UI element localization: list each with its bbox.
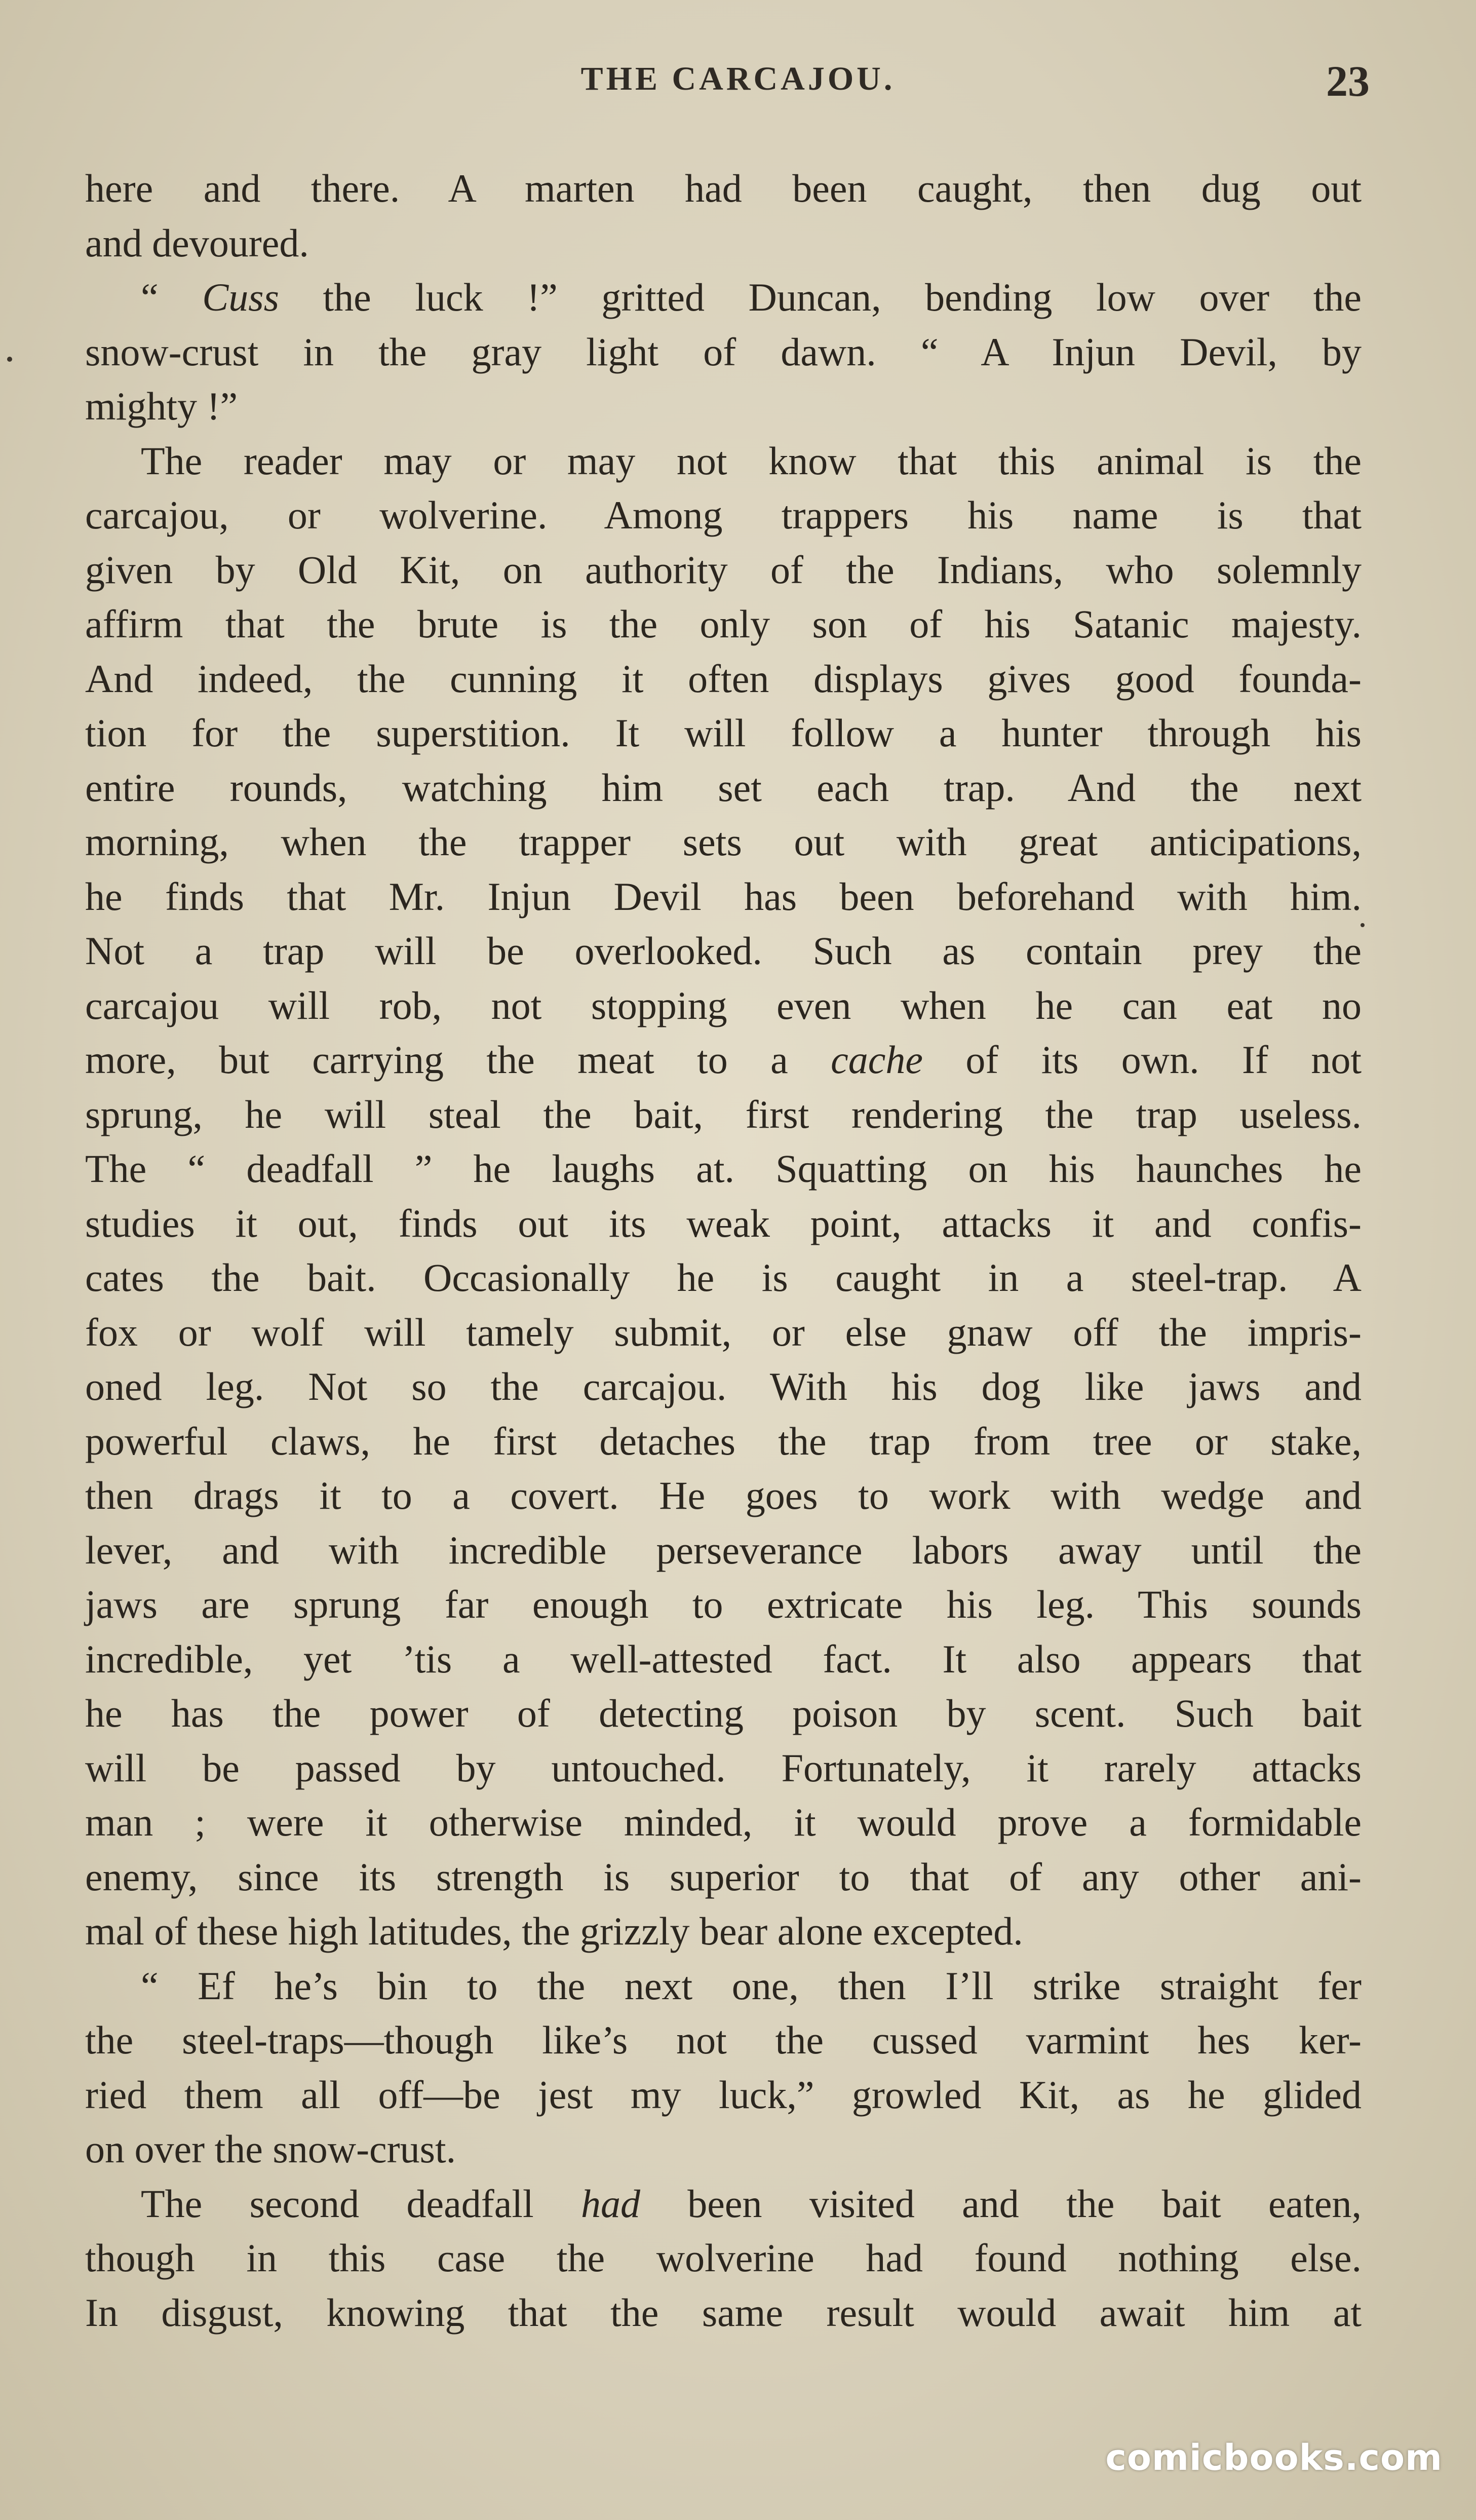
text-line: entire rounds, watching him set each trap. And the next <box>85 765 1362 810</box>
text-line: more, but carrying the meat to a cache of its own. If not <box>85 1038 1362 1082</box>
text-line: mighty !” <box>85 384 238 428</box>
text-line: jaws are sprung far enough to extricate his leg. This sounds <box>85 1582 1362 1626</box>
text-line: enemy, since its strength is superior to that of any other ani- <box>85 1854 1362 1899</box>
text-line: incredible, yet ’tis a well-attested fact. It also appears that <box>85 1636 1362 1681</box>
site-watermark: comicbooks.com <box>1105 2437 1443 2478</box>
text-line: The “ deadfall ” he laughs at. Squatting on his haunches he <box>85 1147 1362 1191</box>
text-line: oned leg. Not so the carcajou. With his dog like jaws and <box>85 1364 1362 1408</box>
text-line: The reader may or may not know that this animal is the <box>141 438 1362 483</box>
text-line: affirm that the brute is the only son of his Satanic majesty. <box>85 602 1362 646</box>
text-line: mal of these high latitudes, the grizzly bear alone excepted. <box>85 1909 1023 1953</box>
text-line: studies it out, finds out its weak point, attacks it and confis- <box>85 1201 1362 1245</box>
text-line: given by Old Kit, on authority of the Indians, who solemnly <box>85 547 1362 592</box>
text-line: sprung, he will steal the bait, first rendering the trap useless. <box>85 1092 1362 1136</box>
text-line: he finds that Mr. Injun Devil has been beforehand with him. <box>85 874 1362 919</box>
text-line: cates the bait. Occasionally he is caught in a steel-trap. A <box>85 1255 1362 1300</box>
text-line: carcajou will rob, not stopping even when he can eat no <box>85 983 1362 1027</box>
text-line: “ Ef he’s bin to the next one, then I’ll strike straight fer <box>141 1963 1362 2008</box>
text-line: snow-crust in the gray light of dawn. “ A Injun Devil, by <box>85 329 1362 374</box>
text-line: though in this case the wolverine had found nothing else. <box>85 2236 1362 2280</box>
text-line: The second deadfall had been visited and the bait eaten, <box>141 2181 1362 2226</box>
text-line: powerful claws, he first detaches the trap from tree or stake, <box>85 1419 1362 1463</box>
running-head <box>0 57 1476 116</box>
text-line: lever, and with incredible perseverance labors away until the <box>85 1528 1362 1572</box>
text-line: will be passed by untouched. Fortunately, it rarely attacks <box>85 1745 1362 1790</box>
text-line: the steel-traps—though like’s not the cussed varmint hes ker- <box>85 2018 1362 2062</box>
text-line: he has the power of detecting poison by scent. Such bait <box>85 1691 1362 1735</box>
text-line: and devoured. <box>85 220 309 265</box>
page-number: 23 <box>1326 57 1370 105</box>
text-line: man ; were it otherwise minded, it would prove a formidable <box>85 1800 1362 1844</box>
body-text <box>85 161 1362 2340</box>
text-line: then drags it to a covert. He goes to work with wedge and <box>85 1473 1362 1517</box>
ink-speck <box>1361 923 1365 927</box>
text-line: Not a trap will be overlooked. Such as contain prey the <box>85 929 1362 973</box>
text-line: And indeed, the cunning it often displays gives good founda- <box>85 656 1362 701</box>
text-line: carcajou, or wolverine. Among trappers his name is that <box>85 493 1362 537</box>
text-line: morning, when the trapper sets out with great anticipations, <box>85 820 1362 864</box>
text-line: here and there. A marten had been caught, then dug out <box>85 166 1362 210</box>
text-line: “ Cuss the luck !” gritted Duncan, bending low over the <box>141 275 1362 319</box>
ink-speck <box>7 357 12 362</box>
text-line: fox or wolf will tamely submit, or else gnaw off the impris- <box>85 1310 1362 1354</box>
text-line: ried them all off—be jest my luck,” growled Kit, as he glided <box>85 2072 1362 2117</box>
text-line: on over the snow-crust. <box>85 2127 456 2171</box>
running-title: THE CARCAJOU. <box>580 60 896 97</box>
text-line: In disgust, knowing that the same result would await him at <box>85 2290 1362 2335</box>
text-line: tion for the superstition. It will follow a hunter through his <box>85 711 1362 755</box>
